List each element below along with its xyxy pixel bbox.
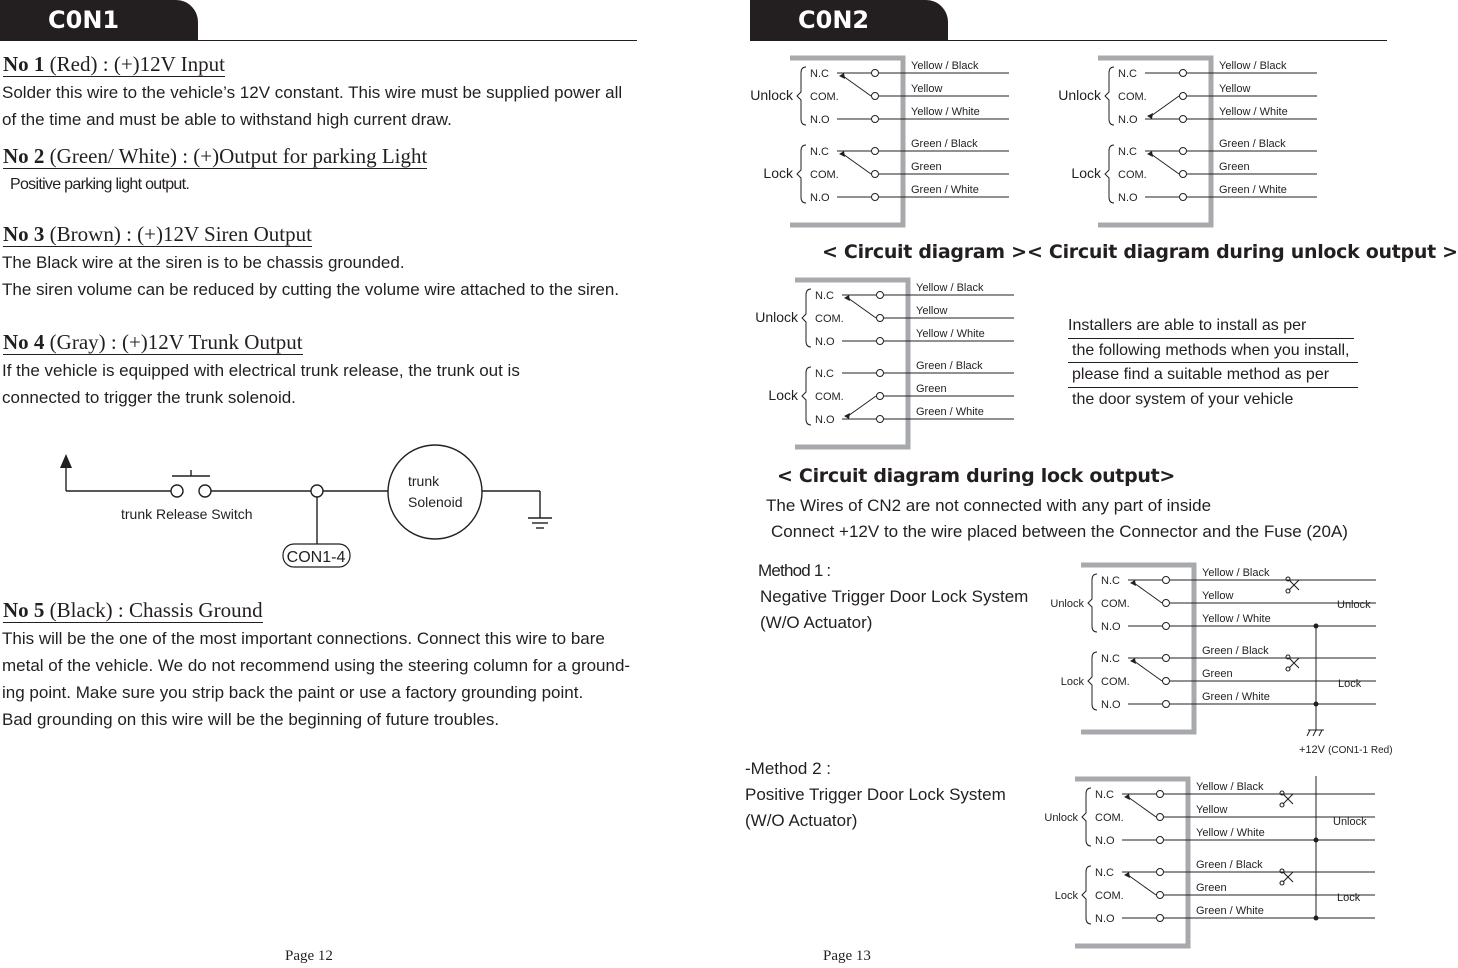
unlock-terminal: [1157, 837, 1164, 844]
lock-wire-label: Green / Black: [1202, 645, 1269, 657]
scissors-part: [1280, 803, 1284, 807]
lock-nc-label: N.C: [1118, 146, 1137, 158]
unlock-no-label: N.O: [815, 336, 835, 348]
lock-nc-label: N.C: [1095, 867, 1114, 879]
unlock-bracket: [802, 289, 811, 347]
con2-tab-label: C0N2: [798, 6, 870, 34]
junction-dot: [1314, 702, 1319, 707]
ground-hatch: [1319, 730, 1322, 736]
lock-no-label: N.O: [810, 192, 830, 204]
no1-text: Solder this wire to the vehicle’s 12V constant. This wire must be supplied power all of the time and must be able to withstand high current draw.: [2, 83, 623, 129]
lock-relay-label: Lock: [1054, 890, 1078, 902]
lock-no-label: N.O: [1101, 699, 1121, 711]
caption-lock-output: < Circuit diagram during lock output>: [777, 465, 1176, 487]
con1-tab: [0, 0, 198, 40]
lock-bracket: [1105, 145, 1114, 203]
unlock-no-label: N.O: [1101, 621, 1121, 633]
lock-terminal: [1157, 915, 1164, 922]
unlock-output-label: Unlock: [1333, 816, 1367, 828]
unlock-terminal: [872, 70, 879, 77]
lock-wire-label: Green / White: [916, 406, 984, 418]
lock-relay-label: Lock: [1071, 165, 1101, 181]
relay-housing: [1081, 565, 1194, 732]
no3-heading: No 3 (Brown) : (+)12V Siren Output: [3, 222, 312, 246]
lock-wire-label: Green: [1202, 668, 1233, 680]
scissors-part: [1280, 881, 1284, 885]
unlock-bracket: [1082, 788, 1091, 846]
unlock-relay-label: Unlock: [1044, 812, 1078, 824]
lock-terminal: [1180, 194, 1187, 201]
unlock-wire-label: Yellow / Black: [916, 282, 984, 294]
lock-no-label: N.O: [1095, 913, 1115, 925]
scissors-icon: [1286, 655, 1299, 671]
lock-terminal: [1157, 869, 1164, 876]
relay-diagram-circuit: [750, 55, 1025, 240]
lock-wire-label: Green / White: [1202, 691, 1270, 703]
unlock-wire-label: Yellow: [1219, 83, 1251, 95]
con1-header-rule: [0, 40, 637, 41]
lock-contact-arrow: [1147, 151, 1153, 157]
lock-bracket: [1088, 652, 1097, 710]
lock-bracket: [1082, 866, 1091, 924]
unlock-wire-label: Yellow / Black: [911, 60, 979, 72]
unlock-nc-label: N.C: [1101, 575, 1120, 587]
unlock-terminal: [1157, 791, 1164, 798]
unlock-terminal: [872, 116, 879, 123]
lock-com-arm: [1134, 661, 1162, 681]
junction-dot: [1314, 916, 1319, 921]
unlock-terminal: [1157, 814, 1164, 821]
relay-diagram-unlock-output: [1058, 55, 1333, 240]
lock-wire-label: Green / White: [1196, 905, 1264, 917]
lock-wire-label: Green: [916, 383, 947, 395]
relay-diagram-lock-output: [755, 277, 1030, 462]
unlock-relay-label: Unlock: [1058, 87, 1101, 103]
unlock-relay-label: Unlock: [755, 309, 798, 325]
unlock-com-arm: [1128, 797, 1156, 817]
no4-text: If the vehicle is equipped with electrical trunk release, the trunk out is connected to trigger the trunk solenoid.: [2, 361, 520, 407]
unlock-contact-arrow: [1147, 113, 1153, 119]
lock-contact-arrow: [1124, 872, 1130, 878]
unlock-wire-label: Yellow / Black: [1202, 567, 1270, 579]
relay-housing: [1075, 779, 1188, 946]
lock-output-label: Lock: [1337, 892, 1361, 904]
lock-nc-label: N.C: [815, 368, 834, 380]
caption-circuit-diagram: < Circuit diagram >: [822, 241, 1027, 263]
lock-nc-label: N.C: [1101, 653, 1120, 665]
unlock-terminal: [877, 292, 884, 299]
unlock-com-label: COM.: [1101, 598, 1130, 610]
unlock-wire-label: Yellow: [1196, 804, 1228, 816]
relay-housing: [795, 280, 908, 447]
lock-com-arm: [1128, 875, 1156, 895]
unlock-contact-arrow: [1130, 580, 1136, 586]
page-number-13: Page 13: [823, 948, 871, 964]
method2-title: -Method 2 :: [745, 759, 831, 778]
scissors-icon: [1280, 869, 1293, 885]
lock-terminal: [1163, 678, 1170, 685]
relay-diagram-method1: [1046, 562, 1386, 752]
unlock-com-arm: [1151, 96, 1179, 116]
unlock-bracket: [1088, 574, 1097, 632]
page-number-12: Page 12: [285, 948, 333, 964]
lock-contact-arrow: [839, 151, 845, 157]
lock-terminal: [1157, 892, 1164, 899]
unlock-output-label: Unlock: [1337, 599, 1371, 611]
lock-wire-label: Green / Black: [1219, 138, 1286, 150]
unlock-terminal: [1163, 600, 1170, 607]
lock-contact-arrow: [1130, 658, 1136, 664]
unlock-terminal: [877, 338, 884, 345]
unlock-wire-label: Yellow: [916, 305, 948, 317]
trunk-release-diagram: [0, 440, 637, 580]
unlock-terminal: [1180, 70, 1187, 77]
lock-wire-label: Green: [911, 161, 942, 173]
plus12v-label: +12V (CON1-1 Red): [1299, 744, 1393, 756]
no3-text: The Black wire at the siren is to be chassis grounded. The siren volume can be reduced by cutting the volume wire attached to the siren.: [2, 253, 620, 299]
solenoid-label-2: Solenoid: [408, 494, 463, 510]
switch-label: trunk Release Switch: [121, 506, 253, 522]
unlock-com-label: COM.: [1095, 812, 1124, 824]
no4-heading: No 4 (Gray) : (+)12V Trunk Output: [3, 330, 303, 354]
lock-terminal: [877, 393, 884, 400]
lock-contact-arrow: [844, 413, 850, 419]
lock-com-label: COM.: [1095, 890, 1124, 902]
method1-title: Method 1 :: [758, 561, 831, 580]
lock-com-label: COM.: [815, 391, 844, 403]
unlock-contact-arrow: [839, 73, 845, 79]
unlock-terminal: [877, 315, 884, 322]
con1-4-junction: [311, 485, 323, 497]
unlock-wire-label: Yellow / White: [1219, 106, 1288, 118]
cn2-wiring-note: The Wires of CN2 are not connected with any part of inside Connect +12V to the wire placed between the Connector and the Fuse (20A): [766, 496, 1348, 541]
trunk-arrow-icon: [60, 454, 72, 468]
scissors-part: [1286, 667, 1290, 671]
con2-header-rule: [750, 40, 1387, 41]
con2-tab: [750, 0, 948, 40]
no1-heading: No 1 (Red) : (+)12V Input: [3, 52, 226, 76]
installers-note: Installers are able to install as per the following methods when you install, please find a suitable method as per the door system of your vehicle: [1068, 314, 1358, 411]
unlock-wire-label: Yellow / White: [916, 328, 985, 340]
lock-terminal: [877, 370, 884, 377]
unlock-wire-label: Yellow: [911, 83, 943, 95]
no5-heading: No 5 (Black) : Chassis Ground: [3, 598, 263, 622]
lock-com-label: COM.: [1101, 676, 1130, 688]
unlock-wire-label: Yellow / Black: [1196, 781, 1264, 793]
lock-wire-label: Green / White: [1219, 184, 1287, 196]
scissors-icon: [1280, 791, 1293, 807]
unlock-nc-label: N.C: [1095, 789, 1114, 801]
lock-com-arm: [1151, 154, 1179, 174]
lock-terminal: [1163, 655, 1170, 662]
switch-contact-a: [171, 485, 183, 497]
unlock-com-arm: [1134, 583, 1162, 603]
unlock-com-arm: [848, 298, 876, 318]
junction-dot: [1314, 838, 1319, 843]
relay-housing: [790, 58, 903, 225]
unlock-no-label: N.O: [1095, 835, 1115, 847]
lock-terminal: [877, 416, 884, 423]
lock-terminal: [1180, 148, 1187, 155]
relay-diagram-method2: [1040, 776, 1385, 961]
unlock-contact-arrow: [1124, 794, 1130, 800]
lock-com-label: COM.: [810, 169, 839, 181]
lock-terminal: [872, 171, 879, 178]
unlock-nc-label: N.C: [1118, 68, 1137, 80]
switch-contact-b: [199, 485, 211, 497]
lock-com-arm: [843, 154, 871, 174]
lock-wire-label: Green / Black: [911, 138, 978, 150]
lock-terminal: [1163, 701, 1170, 708]
ground-hatch: [1313, 730, 1316, 736]
lock-relay-label: Lock: [763, 165, 793, 181]
relay-housing: [1098, 58, 1211, 225]
lock-terminal: [872, 148, 879, 155]
lock-no-label: N.O: [1118, 192, 1138, 204]
no2-heading: No 2 (Green/ White) : (+)Output for parking Light: [3, 144, 428, 168]
lock-wire-label: Green: [1219, 161, 1250, 173]
unlock-wire-label: Yellow / White: [1202, 613, 1271, 625]
unlock-contact-arrow: [844, 295, 850, 301]
lock-no-label: N.O: [815, 414, 835, 426]
unlock-no-label: N.O: [1118, 114, 1138, 126]
unlock-bracket: [1105, 67, 1114, 125]
unlock-relay-label: Unlock: [750, 87, 793, 103]
lock-bracket: [797, 145, 806, 203]
unlock-nc-label: N.C: [810, 68, 829, 80]
no2-text: Positive parking light output.: [10, 176, 190, 193]
unlock-terminal: [872, 93, 879, 100]
lock-relay-label: Lock: [1060, 676, 1084, 688]
unlock-wire-label: Yellow / White: [911, 106, 980, 118]
unlock-com-label: COM.: [1118, 91, 1147, 103]
lock-nc-label: N.C: [810, 146, 829, 158]
unlock-relay-label: Unlock: [1050, 598, 1084, 610]
ground-hatch: [1307, 730, 1310, 736]
method2-text: -Method 2 : Positive Trigger Door Lock System (W/O Actuator): [745, 756, 1006, 834]
unlock-terminal: [1163, 577, 1170, 584]
junction-dot: [1314, 624, 1319, 629]
scissors-icon: [1286, 577, 1299, 593]
lock-wire-label: Green / Black: [916, 360, 983, 372]
unlock-terminal: [1180, 116, 1187, 123]
lock-com-label: COM.: [1118, 169, 1147, 181]
no5-text: This will be the one of the most important connections. Connect this wire to bare metal of the vehicle. We do not recommend using the steering column for a ground- ing point. Make sure you strip back the paint or use a factory grounding point. Bad grounding on this wire will be the beginning of future troubles.: [2, 629, 631, 729]
con1-4-label: CON1-4: [286, 549, 346, 566]
trunk-solenoid: [388, 445, 482, 539]
lock-wire-label: Green: [1196, 882, 1227, 894]
unlock-terminal: [1163, 623, 1170, 630]
lock-bracket: [802, 367, 811, 425]
unlock-nc-label: N.C: [815, 290, 834, 302]
con1-tab-label: C0N1: [48, 6, 120, 34]
caption-unlock-output: < Circuit diagram during unlock output >: [1027, 241, 1458, 263]
lock-terminal: [1180, 171, 1187, 178]
lock-wire-label: Green / White: [911, 184, 979, 196]
unlock-wire-label: Yellow: [1202, 590, 1234, 602]
unlock-wire-label: Yellow / White: [1196, 827, 1265, 839]
lock-relay-label: Lock: [768, 387, 798, 403]
unlock-wire-label: Yellow / Black: [1219, 60, 1287, 72]
method1-text: Method 1 : Negative Trigger Door Lock System (W/O Actuator): [758, 558, 1028, 636]
scissors-part: [1286, 589, 1290, 593]
lock-terminal: [872, 194, 879, 201]
lock-output-label: Lock: [1338, 678, 1362, 690]
solenoid-label-1: trunk: [408, 473, 440, 489]
lock-com-arm: [848, 396, 876, 416]
unlock-com-label: COM.: [815, 313, 844, 325]
unlock-bracket: [797, 67, 806, 125]
unlock-no-label: N.O: [810, 114, 830, 126]
unlock-com-label: COM.: [810, 91, 839, 103]
unlock-terminal: [1180, 93, 1187, 100]
unlock-com-arm: [843, 76, 871, 96]
lock-wire-label: Green / Black: [1196, 859, 1263, 871]
